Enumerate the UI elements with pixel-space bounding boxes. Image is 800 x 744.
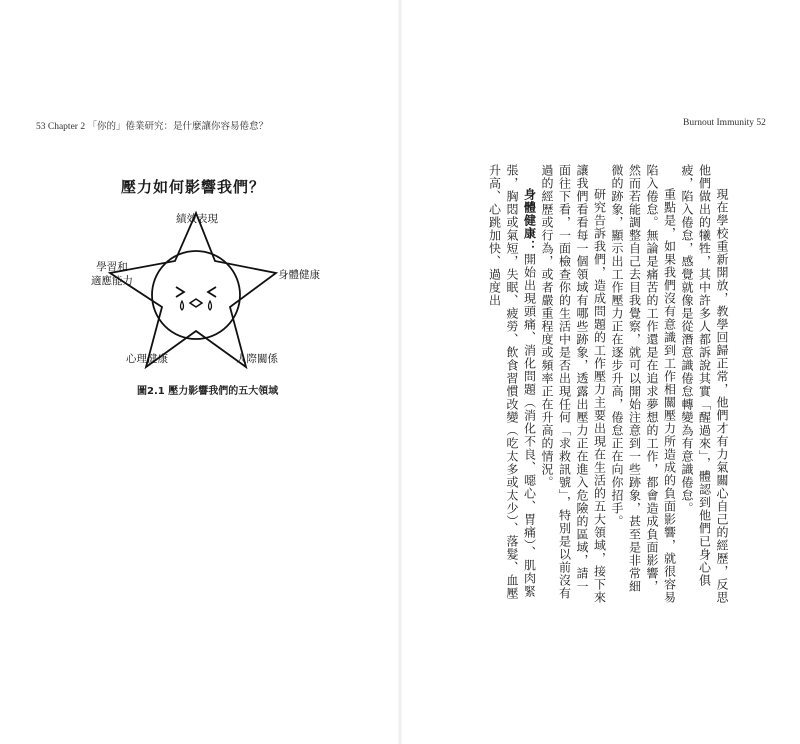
tear-right <box>209 301 212 310</box>
paragraph-3: 研究告訴我們，造成問題的工作壓力主要出現在生活的五大領域，接下來讓我們看看每一個領域有哪些跡象，透露出壓力正在進入危險的區域，請一面往下看，一面檢查你的生活中是否出現任何「求救訊號」，特別是以前沒有過的經歷或行為，或者嚴重程度或頻率正在升高的情況。 <box>540 164 607 604</box>
label-learning: 學習和 適應能力 <box>91 261 133 287</box>
physical-health-heading: 身體健康： <box>522 188 537 253</box>
running-head-right: Burnout Immunity 52 <box>683 118 766 128</box>
label-performance: 績效表現 <box>176 213 218 225</box>
right-page <box>400 0 800 744</box>
tear-left <box>181 301 184 310</box>
figure-caption: 圖2.1 壓力影響我們的五大領域 <box>137 386 279 397</box>
right-body-text <box>485 164 730 604</box>
label-physical-health: 身體健康 <box>278 269 320 281</box>
left-eye <box>176 287 184 297</box>
paragraph-2: 重點是，如果我們沒有意識到工作相關壓力所造成的負面影響，就很容易陷入倦怠。無論是痛苦的工作還是在追求夢想的工作，都會造成負面影響，然而若能調整自己去目我覺察，就可以開始注意到一些跡象，甚至是非常細微的跡象，顯示出工作壓力正在逐步升高，倦怠正在向你招手。 <box>610 164 677 604</box>
right-eye <box>208 287 216 297</box>
face-circle <box>152 251 240 339</box>
label-relationships: 人際關係 <box>236 353 278 365</box>
mouth <box>190 299 202 307</box>
paragraph-physical-health <box>485 164 538 604</box>
label-mental-health: 心理健康 <box>126 353 168 365</box>
star-outline <box>110 213 276 367</box>
figure-title: 壓力如何影響我們？ <box>120 178 265 196</box>
physical-health-text: 開始出現頭痛、消化問題（消化不良、噁心、胃痛）、肌肉緊張，胸悶或氣短，失眠、疲勞、飲食習慣改變（吃太多或太少）、落髮、血壓升高、心跳加快、過度出 <box>487 164 537 600</box>
running-head-left: 53 Chapter 2 「你的」倦業研究：是什麼讓你容易倦怠？ <box>36 122 268 132</box>
paragraph-1: 現在學校重新開放，教學回歸正常，他們才有力氣關心自己的經歷，反思他們做出的犧牲，其中許多人都訴說其實「醒過來」，體認到他們已身心俱疲，陷入倦怠，感覺就像是從潛意識倦怠轉變為有意識倦怠。 <box>680 164 729 604</box>
